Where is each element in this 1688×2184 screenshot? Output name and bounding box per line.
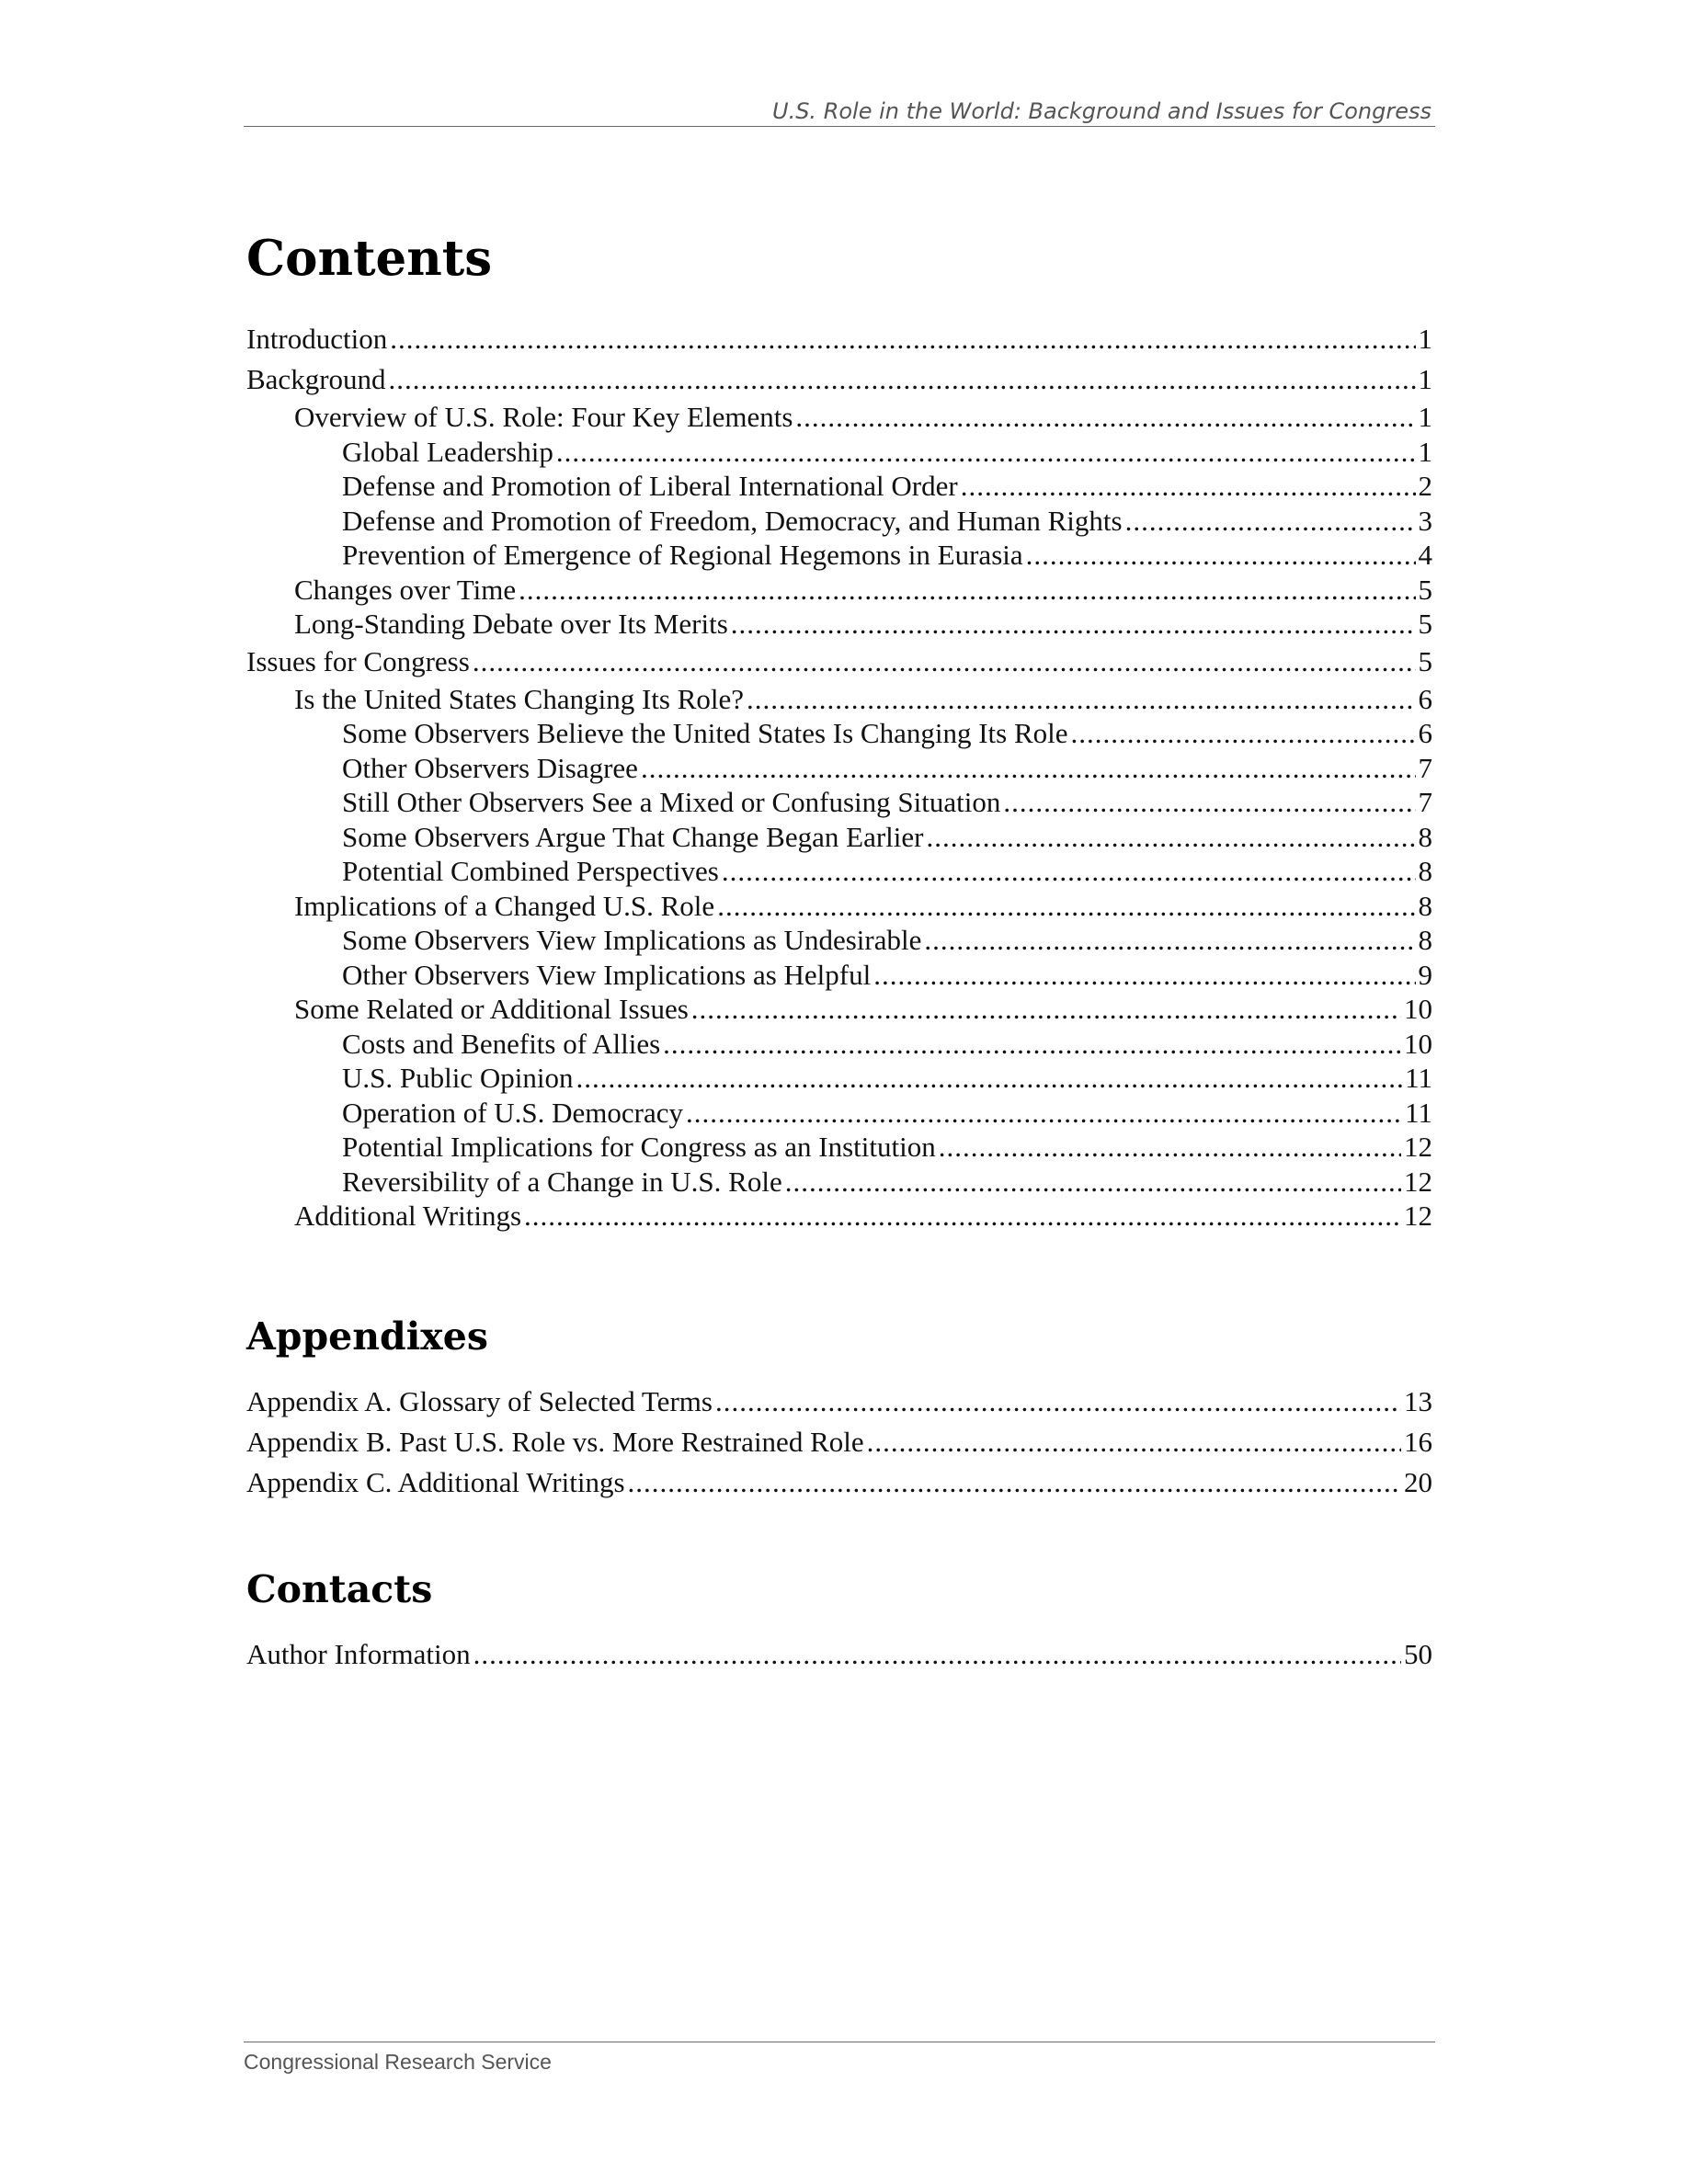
toc-entry[interactable]: [246, 607, 1432, 642]
toc-entry[interactable]: [246, 785, 1432, 820]
toc-entry-page: 5: [1418, 644, 1432, 677]
toc-entry-page: 10: [1404, 993, 1432, 1025]
toc-entry-label: Potential Combined Perspectives: [342, 855, 719, 887]
toc-dot-leader: [641, 751, 1416, 786]
toc-entry-page: 6: [1418, 682, 1432, 715]
toc-dot-leader: [686, 1096, 1402, 1131]
toc-entry-page: 8: [1418, 924, 1432, 956]
toc-entry-label: Issues for Congress: [246, 644, 470, 677]
toc-entry-label: Is the United States Changing Its Role?: [294, 682, 745, 715]
toc-entry-page: 3: [1418, 504, 1432, 537]
toc-entry-page: 6: [1418, 717, 1432, 749]
toc-dot-leader: [1003, 785, 1415, 820]
toc-entry-page: 11: [1405, 1096, 1432, 1129]
toc-entry-page: 1: [1418, 435, 1432, 468]
toc-entry-label: Reversibility of a Change in U.S. Role: [342, 1165, 782, 1198]
toc-entry-label: Some Observers View Implications as Undesirable: [342, 924, 922, 956]
toc-entry[interactable]: [246, 538, 1432, 573]
toc-entry[interactable]: [246, 319, 1432, 359]
toc-entry-label: Potential Implications for Congress as an Institution: [342, 1131, 936, 1163]
toc-dot-leader: [1026, 538, 1416, 573]
toc-entry-page: 8: [1418, 889, 1432, 922]
toc-entry-label: Some Observers Argue That Change Began Earlier: [342, 820, 924, 853]
running-header: [244, 96, 1435, 127]
toc-entry[interactable]: [246, 573, 1432, 608]
toc-entry[interactable]: [246, 992, 1432, 1027]
toc-entry[interactable]: [246, 1462, 1432, 1503]
toc-dot-leader: [722, 854, 1416, 889]
toc-dot-leader: [747, 682, 1415, 717]
toc-dot-leader: [1125, 504, 1416, 539]
toc-entry[interactable]: [246, 923, 1432, 958]
toc-entry-label: Appendix B. Past U.S. Role vs. More Restrained Role: [246, 1426, 864, 1458]
toc-entry-page: 12: [1404, 1165, 1432, 1198]
toc-entry-label: Global Leadership: [342, 435, 553, 468]
contacts-list: [246, 1634, 1432, 1675]
toc-entry-page: 20: [1404, 1466, 1432, 1498]
toc-entry-label: Defense and Promotion of Freedom, Democracy, and Human Rights: [342, 504, 1123, 537]
toc-entry-page: 1: [1418, 363, 1432, 395]
toc-dot-leader: [867, 1422, 1401, 1462]
contents-heading: Contents: [246, 230, 493, 287]
toc-dot-leader: [961, 469, 1416, 504]
toc-entry[interactable]: [246, 1422, 1432, 1462]
toc-entry-page: 7: [1418, 786, 1432, 818]
toc-entry-label: Background: [246, 363, 386, 395]
toc-entry-page: 2: [1418, 470, 1432, 502]
contacts-heading: Contacts: [246, 1567, 433, 1611]
toc-dot-leader: [924, 923, 1415, 958]
toc-dot-leader: [795, 400, 1415, 435]
toc-entry[interactable]: [246, 1130, 1432, 1165]
toc-dot-leader: [519, 573, 1415, 608]
toc-entry-label: Defense and Promotion of Liberal International Order: [342, 470, 958, 502]
toc-entry-label: Appendix A. Glossary of Selected Terms: [246, 1385, 713, 1417]
toc-dot-leader: [785, 1165, 1401, 1200]
toc-dot-leader: [389, 359, 1416, 400]
toc-entry-page: 8: [1418, 855, 1432, 887]
toc-entry[interactable]: [246, 642, 1432, 682]
toc-entry-label: Implications of a Changed U.S. Role: [294, 889, 715, 922]
toc-entry-page: 4: [1418, 539, 1432, 571]
toc-dot-leader: [628, 1462, 1401, 1503]
toc-entry[interactable]: [246, 1382, 1432, 1422]
toc-dot-leader: [731, 607, 1416, 642]
toc-dot-leader: [939, 1130, 1401, 1165]
toc-entry-label: Operation of U.S. Democracy: [342, 1096, 684, 1129]
toc-entry-label: Appendix C. Additional Writings: [246, 1466, 625, 1498]
toc-dot-leader: [715, 1382, 1401, 1422]
toc-entry-page: 10: [1404, 1027, 1432, 1060]
toc-entry[interactable]: [246, 958, 1432, 993]
toc-entry-label: Additional Writings: [294, 1200, 522, 1232]
toc-entry-label: Costs and Benefits of Allies: [342, 1027, 661, 1060]
toc-entry[interactable]: [246, 751, 1432, 786]
toc-entry-page: 12: [1404, 1200, 1432, 1232]
contents-list: [246, 319, 1432, 1234]
appendixes-list: [246, 1382, 1432, 1503]
running-header-title: U.S. Role in the World: Background and Issues for Congress: [772, 98, 1431, 124]
toc-entry-page: 1: [1418, 401, 1432, 433]
toc-entry-label: Other Observers View Implications as Helpful: [342, 958, 872, 991]
toc-entry-page: 16: [1404, 1426, 1432, 1458]
toc-dot-leader: [717, 889, 1415, 924]
toc-entry[interactable]: [246, 469, 1432, 504]
toc-dot-leader: [576, 1061, 1402, 1096]
toc-entry-page: 1: [1418, 323, 1432, 355]
toc-dot-leader: [1071, 716, 1416, 751]
toc-entry-label: Overview of U.S. Role: Four Key Elements: [294, 401, 793, 433]
toc-entry-label: Prevention of Emergence of Regional Hegemons in Eurasia: [342, 539, 1023, 571]
toc-entry-page: 13: [1404, 1385, 1432, 1417]
footer-publisher: Congressional Research Service: [244, 2050, 552, 2074]
toc-entry[interactable]: [246, 1061, 1432, 1096]
toc-dot-leader: [524, 1199, 1401, 1234]
toc-entry-label: Author Information: [246, 1638, 471, 1670]
appendixes-heading: Appendixes: [246, 1314, 488, 1359]
toc-entry[interactable]: [246, 1027, 1432, 1062]
page-footer: [244, 2042, 1435, 2075]
toc-entry[interactable]: [246, 889, 1432, 924]
toc-entry-page: 9: [1418, 958, 1432, 991]
toc-entry[interactable]: [246, 854, 1432, 889]
toc-dot-leader: [691, 992, 1401, 1027]
toc-entry-label: Still Other Observers See a Mixed or Confusing Situation: [342, 786, 1001, 818]
toc-dot-leader: [873, 958, 1415, 993]
toc-entry[interactable]: [246, 1199, 1432, 1234]
toc-entry-page: 12: [1404, 1131, 1432, 1163]
toc-entry[interactable]: [246, 504, 1432, 539]
toc-entry-label: U.S. Public Opinion: [342, 1062, 574, 1094]
toc-entry-label: Long-Standing Debate over Its Merits: [294, 608, 728, 640]
toc-entry[interactable]: [246, 1634, 1432, 1675]
toc-entry[interactable]: [246, 1165, 1432, 1200]
toc-entry[interactable]: [246, 435, 1432, 470]
toc-entry-page: 5: [1418, 573, 1432, 606]
toc-entry-label: Other Observers Disagree: [342, 751, 638, 784]
toc-dot-leader: [556, 435, 1416, 470]
toc-entry-page: 11: [1405, 1062, 1432, 1094]
toc-dot-leader: [390, 319, 1415, 359]
toc-entry[interactable]: [246, 400, 1432, 435]
toc-entry-label: Changes over Time: [294, 573, 517, 606]
toc-dot-leader: [663, 1027, 1401, 1062]
toc-entry[interactable]: [246, 716, 1432, 751]
toc-entry-label: Introduction: [246, 323, 388, 355]
toc-entry[interactable]: [246, 359, 1432, 400]
toc-entry-page: 5: [1418, 608, 1432, 640]
toc-entry[interactable]: [246, 820, 1432, 855]
toc-entry-label: Some Related or Additional Issues: [294, 993, 689, 1025]
toc-entry-page: 7: [1418, 751, 1432, 784]
toc-entry-page: 8: [1418, 820, 1432, 853]
toc-entry-page: 50: [1404, 1638, 1432, 1670]
toc-entry[interactable]: [246, 1096, 1432, 1131]
toc-entry-label: Some Observers Believe the United States Is Changing Its Role: [342, 717, 1068, 749]
toc-dot-leader: [473, 1634, 1401, 1675]
toc-entry[interactable]: [246, 682, 1432, 717]
toc-dot-leader: [473, 642, 1416, 682]
toc-dot-leader: [926, 820, 1415, 855]
